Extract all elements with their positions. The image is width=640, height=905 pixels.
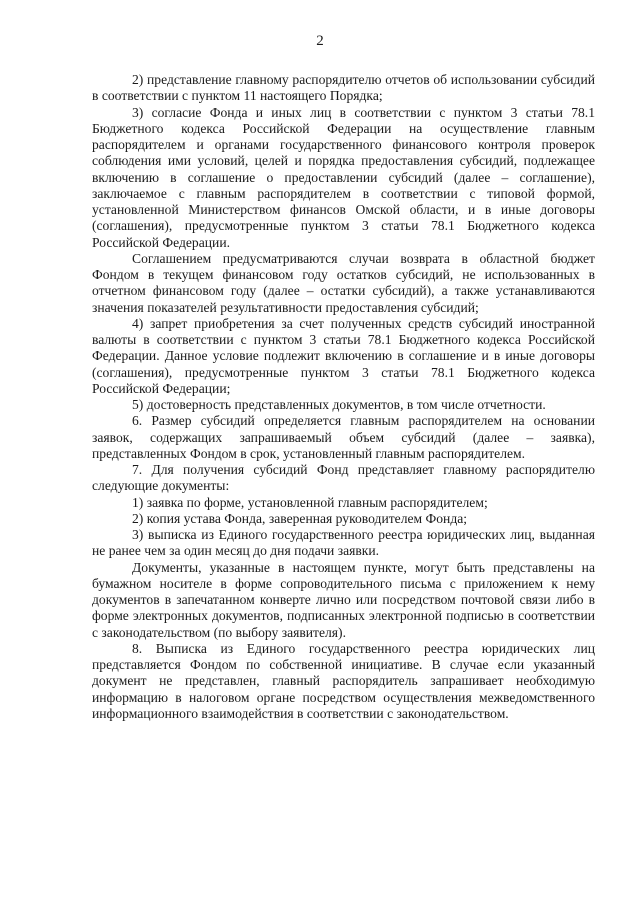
paragraph-doc-1: 1) заявка по форме, установленной главным распорядителем; <box>132 494 488 510</box>
paragraph-item-2: 2) представление главному распорядителю отчетов об использовании субсидий в соответствии с пунктом 11 настоящего Порядка; <box>92 72 595 104</box>
document-body <box>92 72 595 722</box>
paragraph-item-4: 4) запрет приобретения за счет полученных средств субсидий иностранной валюты в соответствии с пунктом 3 статьи 78.1 Бюджетного кодекса Российской Федерации. Данное условие подлежит включению в соглашение и в иные договоры (соглашения), предусмотренные пунктом 3 статьи 78.1 Бюджетного кодекса Российской Федерации; <box>92 315 595 396</box>
paragraph-section-7: 7. Для получения субсидий Фонд представляет главному распорядителю следующие документы: <box>92 462 595 494</box>
paragraph-agreement: Соглашением предусматриваются случаи возврата в областной бюджет Фондом в текущем финансовом году остатков субсидий, не использованных в отчетном финансовом году (далее – остатки субсидий), а также устанавливаются значения показателей результативности предоставления субсидий; <box>92 250 595 315</box>
paragraph-item-3: 3) согласие Фонда и иных лиц в соответствии с пунктом 3 статьи 78.1 Бюджетного кодекса Российской Федерации на осуществление главным распорядителем и органами государственного финансового контроля проверок соблюдения ими условий, целей и порядка предоставления субсидий, подлежащее включению в соглашение о предоставлении субсидий (далее – соглашение), заключаемое с главным распорядителем в соответствии с типовой формой, установленной Министерством финансов Омской области, и в иные договоры (соглашения), предусмотренные пунктом 3 статьи 78.1 Бюджетного кодекса Российской Федерации. <box>92 104 595 250</box>
paragraph-doc-2: 2) копия устава Фонда, заверенная руководителем Фонда; <box>132 510 468 526</box>
paragraph-section-6: 6. Размер субсидий определяется главным распорядителем на основании заявок, содержащих запрашиваемый объем субсидий (далее – заявка), представленных Фондом в срок, установленный главным распорядителем. <box>92 413 595 461</box>
paragraph-item-5: 5) достоверность представленных документов, в том числе отчетности. <box>132 397 546 412</box>
paragraph-section-8: 8. Выписка из Единого государственного реестра юридических лиц представляется Фондом по собственной инициативе. В случае если указанный документ не представлен, главный распорядитель запрашивает необходимую информацию в налоговом органе посредством осуществления межведомственного информационного взаимодействия в соответствии с законодательством. <box>92 640 595 721</box>
paragraph-doc-3: 3) выписка из Единого государственного реестра юридических лиц, выданная не ранее чем за один месяц до дня подачи заявки. <box>92 527 595 559</box>
page-number: 2 <box>316 33 324 49</box>
paragraph-submission: Документы, указанные в настоящем пункте, могут быть представлены на бумажном носителе в форме сопроводительного письма с приложением к нему документов в запечатанном конверте лично или посредством почтовой связи либо в форме электронных документов, подписанных электронной подписью в соответствии с законодательством (по выбору заявителя). <box>92 559 595 640</box>
